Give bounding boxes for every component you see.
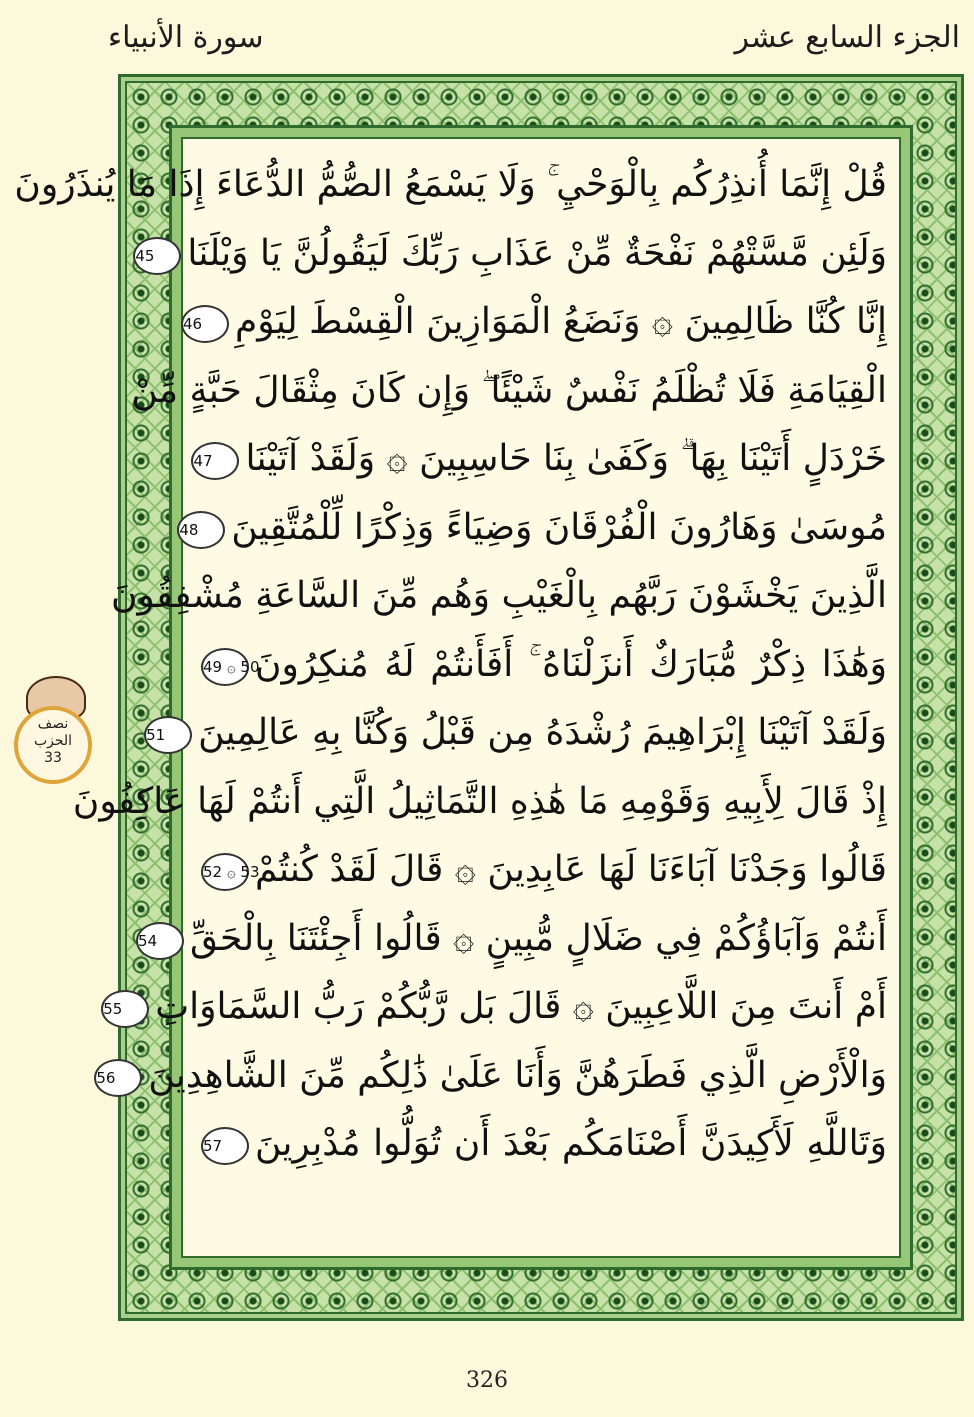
verse-line: [183, 288, 887, 357]
ayah-number-icon: 51: [144, 716, 192, 754]
verse-line: [195, 836, 887, 905]
verse-text: وَلَئِن مَّسَّتْهُمْ نَفْحَةٌ مِّنْ عَذَابِ رَبِّكَ لَيَقُولُنَّ يَا وَيْلَنَا: [187, 232, 887, 274]
verse-line: [72, 768, 887, 837]
verse-line: [110, 562, 887, 631]
ayah-number-icon: 46: [181, 305, 229, 343]
verse-text: وَالْأَرْضِ الَّذِي فَطَرَهُنَّ وَأَنَا عَلَىٰ ذَٰلِكُم مِّنَ الشَّاهِدِينَ: [148, 1054, 887, 1096]
verse-line: [96, 1042, 887, 1111]
verse-text: وَتَاللَّهِ لَأَكِيدَنَّ أَصْنَامَكُم بَعْدَ أَن تُوَلُّوا مُدْبِرِينَ: [255, 1123, 887, 1164]
verse-line: [195, 425, 887, 494]
verse-text: أَنتُمْ وَآبَاؤُكُمْ فِي ضَلَالٍ مُّبِينٍ ۞ قَالُوا أَجِئْتَنَا بِالْحَقِّ: [190, 917, 887, 959]
verse-line: [195, 631, 887, 700]
verse-text: إِذْ قَالَ لِأَبِيهِ وَقَوْمِهِ مَا هَٰذِهِ التَّمَاثِيلُ الَّتِي أَنتُمْ لَهَا عَاكِفُونَ: [72, 780, 887, 822]
verse-line: [138, 905, 887, 974]
verse-line: [131, 357, 887, 426]
verse-line: [103, 973, 887, 1042]
verse-line: [179, 494, 887, 563]
verse-text: أَمْ أَنتَ مِنَ اللَّاعِبِينَ ۞ قَالَ بَل رَّبُّكُمْ رَبُّ السَّمَاوَاتِ: [155, 986, 887, 1027]
verse-text: إِنَّا كُنَّا ظَالِمِينَ ۞ وَنَضَعُ الْمَوَازِينَ الْقِسْطَ لِيَوْمِ: [235, 301, 887, 342]
hizb-number: 33: [44, 750, 62, 766]
hizb-label: [14, 716, 92, 767]
ayah-number-icon: 47: [191, 442, 239, 480]
verse-text: وَلَقَدْ آتَيْنَا إِبْرَاهِيمَ رُشْدَهُ مِن قَبْلُ وَكُنَّا بِهِ عَالِمِينَ: [198, 712, 887, 753]
verse-text: قَالُوا وَجَدْنَا آبَاءَنَا لَهَا عَابِدِينَ ۞ قَالَ لَقَدْ كُنتُمْ: [255, 849, 887, 890]
juz-header: الجزء السابع عشر: [734, 20, 960, 55]
verse-line: [146, 699, 887, 768]
hizb-label-line2: الحزب: [33, 733, 73, 749]
ayah-number-icon: 57: [201, 1127, 249, 1165]
verse-text: مُوسَىٰ وَهَارُونَ الْفُرْقَانَ وَضِيَاءً وَذِكْرًا لِّلْمُتَّقِينَ: [231, 506, 887, 548]
ayah-number-icon: 45: [133, 237, 181, 275]
verse-text: الَّذِينَ يَخْشَوْنَ رَبَّهُم بِالْغَيْبِ وَهُم مِّنَ السَّاعَةِ مُشْفِقُونَ: [110, 575, 887, 616]
verse-text: الْقِيَامَةِ فَلَا تُظْلَمُ نَفْسٌ شَيْئًا ۖ وَإِن كَانَ مِثْقَالَ حَبَّةٍ مِّنْ: [131, 369, 887, 411]
page-number: 326: [466, 1368, 508, 1393]
verse-text: خَرْدَلٍ أَتَيْنَا بِهَا ۗ وَكَفَىٰ بِنَا حَاسِبِينَ ۞ وَلَقَدْ آتَيْنَا: [245, 438, 887, 479]
ayah-number-icon: 52 ۞ 53: [201, 853, 249, 891]
hizb-marker: [6, 676, 102, 808]
verse-line: [135, 220, 887, 289]
ayah-number-icon: 56: [94, 1059, 142, 1097]
ayah-number-icon: 54: [136, 922, 184, 960]
verse-text: وَهَٰذَا ذِكْرٌ مُّبَارَكٌ أَنزَلْنَاهُ ۚ أَفَأَنتُمْ لَهُ مُنكِرُونَ: [255, 643, 887, 685]
ayah-number-icon: 49 ۞ 50: [201, 648, 249, 686]
surah-header: سورة الأنبياء: [108, 20, 264, 55]
ayah-number-icon: 48: [177, 511, 225, 549]
hizb-label-line1: نصف: [37, 716, 69, 732]
verse-line: [195, 1110, 887, 1179]
verse-text: قُلْ إِنَّمَا أُنذِرُكُم بِالْوَحْيِ ۚ وَلَا يَسْمَعُ الصُّمُّ الدُّعَاءَ إِذَا مَا يُنذَرُونَ: [14, 164, 887, 205]
ayah-number-icon: 55: [101, 990, 149, 1028]
verse-line: [14, 151, 887, 220]
